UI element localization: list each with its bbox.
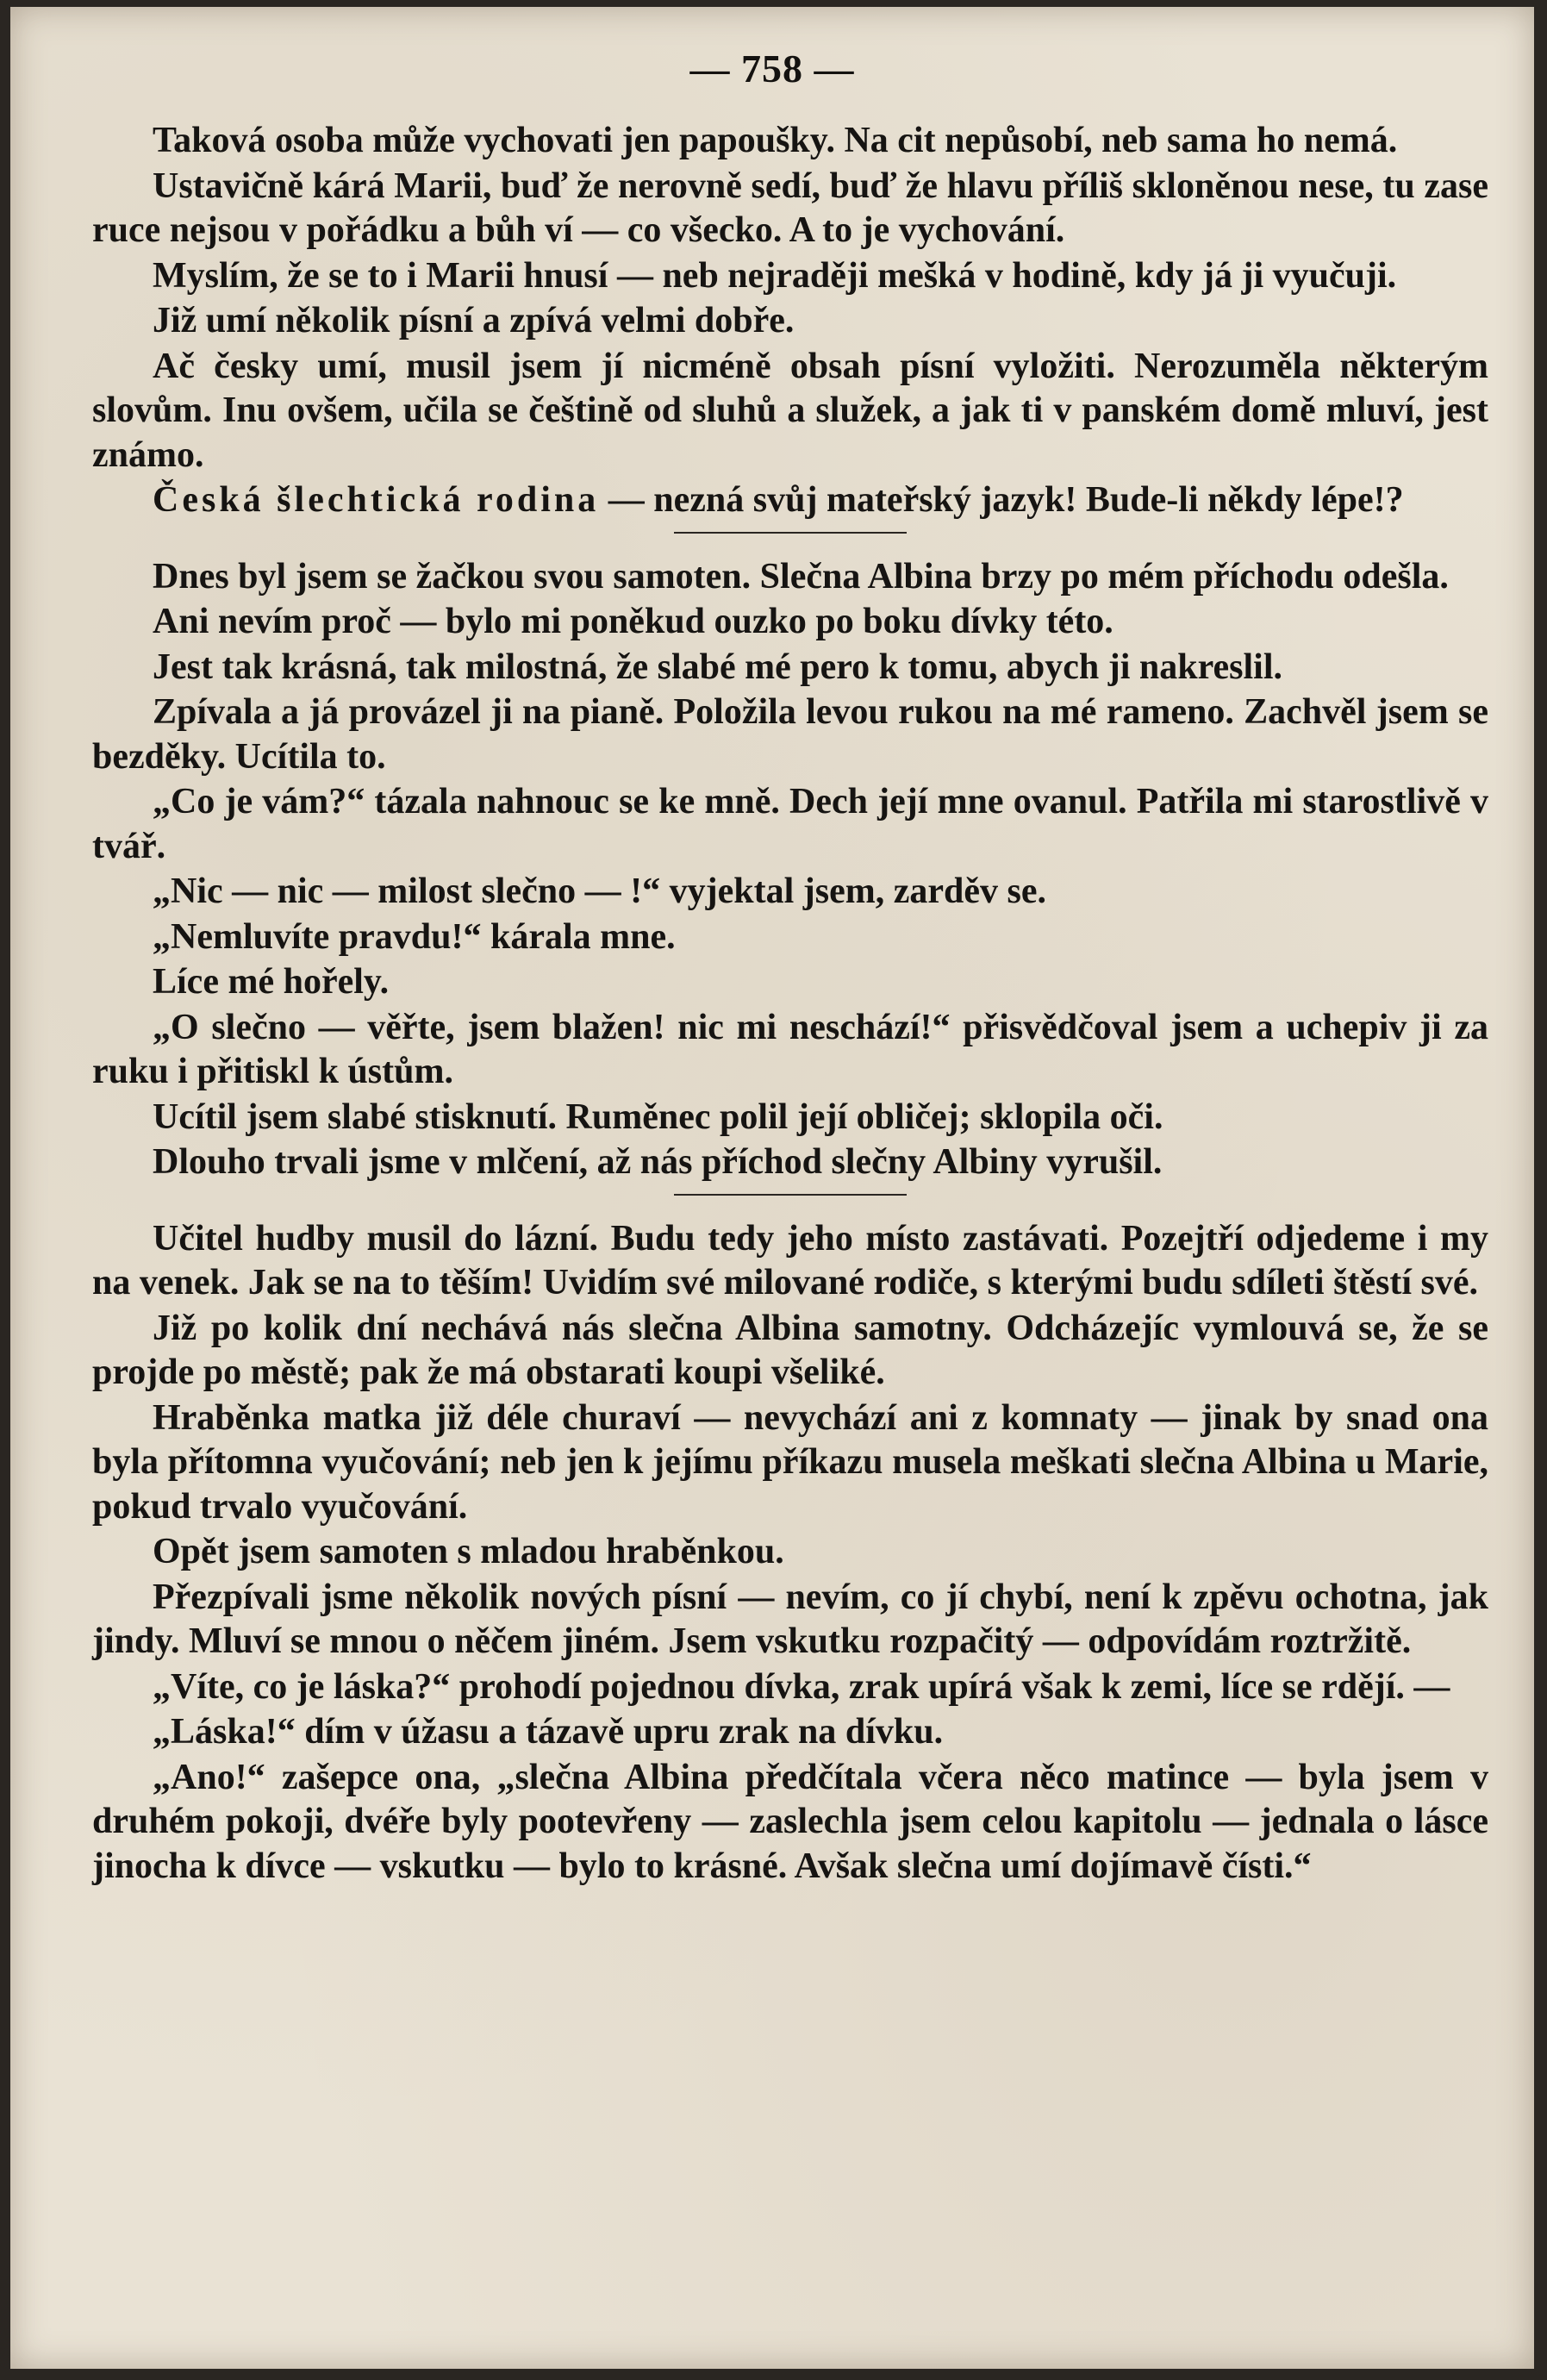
paragraph: „Co je vám?“ tázala nahnouc se ke mně. Dech její mne ovanul. Patřila mi starostlivě v tvář.: [92, 782, 1488, 866]
paragraph: Hraběnka matka již déle churaví — nevychází ani z komnaty — jinak by snad ona byla přítomna vyučování; neb jen k jejímu příkazu musela meškati slečna Albina u Marie, pokud trvalo vyučování.: [92, 1397, 1488, 1527]
page-number: — 758 —: [689, 47, 855, 91]
spaced-phrase: Česká šlechtická rodina: [153, 480, 600, 520]
paragraph: Líce mé hořely.: [153, 962, 390, 1002]
paragraph: Jest tak krásná, tak milostná, že slabé mé pero k tomu, abych ji nakreslil.: [153, 647, 1282, 687]
paragraph: „Nemluvíte pravdu!“ kárala mne.: [153, 916, 676, 957]
closing-paragraph: [92, 478, 1488, 523]
paragraph: Dnes byl jsem se žačkou svou samoten. Slečna Albina brzy po mém příchodu odešla.: [153, 556, 1449, 597]
paragraph: Ač česky umí, musil jsem jí nicméně obsah písní vyložiti. Nerozuměla některým slovům. Inu ovšem, učila se češtině od sluhů a služek, a jak ti v panském domě mluví, jest známo.: [92, 346, 1488, 475]
paragraph: „Ano!“ zašepce ona, „slečna Albina předčítala včera něco matince — byla jsem v druhém pokoji, dvéře byly pootevřeny — zaslechla jsem celou kapitolu — jednala o lásce jinocha k dívce — vskutku — bylo to krásné. Avšak slečna umí dojímavě čísti.“: [92, 1757, 1488, 1886]
paragraph: Zpívala a já provázel ji na pianě. Položila levou rukou na mé rameno. Zachvěl jsem se bezděky. Ucítila to.: [92, 692, 1488, 777]
section-3: [92, 1217, 1488, 1890]
paragraph: Dlouho trvali jsme v mlčení, až nás příchod slečny Albiny vyrušil.: [153, 1142, 1163, 1182]
paragraph: „Víte, co je láska?“ prohodí pojednou dívka, zrak upírá však k zemi, líce se rdějí. —: [153, 1666, 1450, 1707]
paragraph: Myslím, že se to i Marii hnusí — neb nejraději mešká v hodině, kdy já ji vyučuji.: [153, 255, 1397, 296]
paragraph: Ucítil jsem slabé stisknutí. Ruměnec polil její obličej; sklopila oči.: [153, 1096, 1163, 1137]
paragraph: „O slečno — věřte, jsem blažen! nic mi neschází!“ přisvědčoval jsem a uchepiv ji za ruku i přitiskl k ústům.: [92, 1007, 1488, 1091]
paragraph: Již po kolik dní nechává nás slečna Albina samotny. Odcházejíc vymlouvá se, že se projde po městě; pak že má obstarati koupi všeliké.: [92, 1308, 1488, 1392]
paragraph: Ustavičně kárá Marii, buď že nerovně sedí, buď že hlavu příliš skloněnou nese, tu zase ruce nejsou v pořádku a bůh ví — co všecko. A to je vychování.: [92, 166, 1488, 250]
paragraph: „Nic — nic — milost slečno — !“ vyjektal jsem, zarděv se.: [153, 871, 1046, 911]
paragraph: Opět jsem samoten s mladou hraběnkou.: [153, 1532, 784, 1571]
book-page: [10, 7, 1534, 2369]
paragraph: Přezpívali jsme několik nových písní — nevím, co jí chybí, není k zpěvu ochotna, jak jindy. Mluví se mnou o něčem jiném. Jsem vskutku rozpačitý — odpovídám roztržitě.: [92, 1577, 1488, 1661]
section-divider: [674, 1194, 907, 1196]
paragraph: Ani nevím proč — bylo mi poněkud ouzko po boku dívky této.: [153, 602, 1113, 641]
paragraph: Učitel hudby musil do lázní. Budu tedy jeho místo zastávati. Pozejtří odjedeme i my na venek. Jak se na to těším! Uvidím své milované rodiče, s kterými budu sdíleti štěstí své.: [92, 1218, 1488, 1302]
section-1: [92, 119, 1488, 523]
paragraph: Taková osoba může vychovati jen papoušky. Na cit nepůsobí, neb sama ho nemá.: [153, 121, 1398, 160]
section-2: [92, 555, 1488, 1185]
closing-text: — nezná svůj mateřský jazyk! Bude-li někdy lépe!?: [599, 480, 1404, 520]
paragraph: Již umí několik písní a zpívá velmi dobře.: [153, 301, 795, 340]
page-text: [92, 119, 1488, 1890]
section-divider: [674, 532, 907, 534]
paragraph: „Láska!“ dím v úžasu a tázavě upru zrak na dívku.: [153, 1712, 944, 1752]
